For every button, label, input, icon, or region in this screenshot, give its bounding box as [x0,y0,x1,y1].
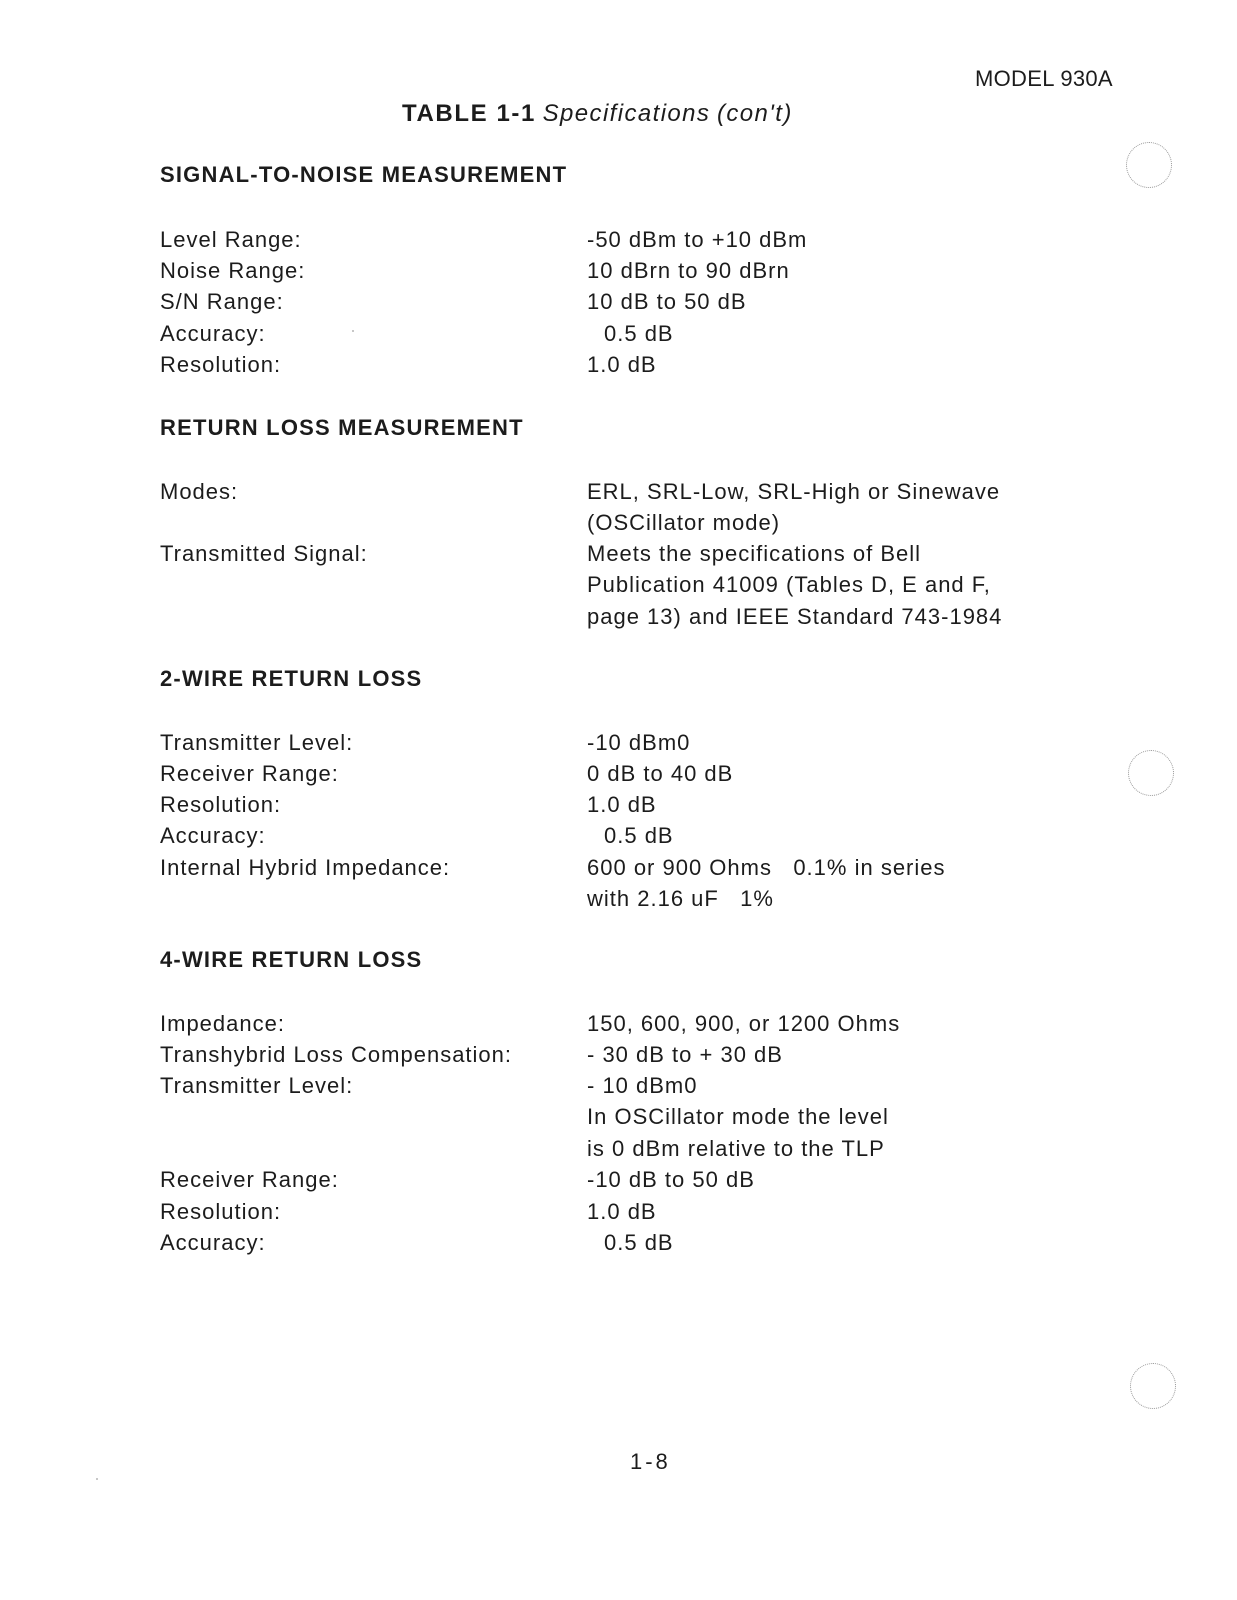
spec-value [587,538,1067,632]
spec-value: 0.5 dB [604,321,674,346]
spec-value [587,476,1067,539]
spec-value: 1.0 dB [587,352,657,377]
spec-value: - 30 dB to + 30 dB [587,1042,783,1067]
spec-label: Transmitted Signal: [160,541,368,566]
spec-value: 1.0 dB [587,1199,657,1224]
spec-label: Accuracy: [160,321,266,346]
spec-value [587,852,1067,915]
table-title-suffix: (con't) [717,100,793,127]
spec-value: 10 dBrn to 90 dBrn [587,258,790,283]
spec-value: 150, 600, 900, or 1200 Ohms [587,1011,901,1036]
binder-hole-top [1126,142,1172,188]
spec-value: 1.0 dB [587,792,657,817]
spec-label: Noise Range: [160,258,306,283]
spec-value-line: with 2.16 uF 1% [587,886,774,912]
spec-value: 0.5 dB [604,1230,674,1255]
model-number: MODEL 930A [975,66,1113,91]
spec-label: Level Range: [160,227,302,252]
section-heading-2-wire: 2-WIRE RETURN LOSS [160,666,423,691]
spec-label: Impedance: [160,1011,285,1036]
spec-value: -10 dB to 50 dB [587,1167,755,1192]
spec-value: 0 dB to 40 dB [587,761,734,786]
spec-value: -10 dBm0 [587,730,691,755]
spec-label: Accuracy: [160,823,266,848]
spec-value-line: 600 or 900 Ohms 0.1% in series [587,855,946,880]
spec-value-line: Meets the specifications of Bell [587,541,922,566]
spec-label: S/N Range: [160,289,284,314]
spec-value: 0.5 dB [604,823,674,848]
table-title-text: Specifications [542,100,711,127]
spec-label: Internal Hybrid Impedance: [160,855,451,880]
spec-label: Accuracy: [160,1230,266,1255]
section-heading-return-loss: RETURN LOSS MEASUREMENT [160,415,524,440]
spec-label: Resolution: [160,792,282,817]
page-number: 1-8 [630,1449,671,1474]
spec-label: Transmitter Level: [160,1073,354,1098]
spec-label: Receiver Range: [160,761,339,786]
spec-label: Receiver Range: [160,1167,339,1192]
spec-value [587,1070,1067,1164]
spec-value-line: In OSCillator mode the level [587,1104,889,1130]
binder-hole-middle [1128,750,1174,796]
spec-label: Transhybrid Loss Compensation: [160,1042,513,1067]
scan-speck [352,330,354,332]
spec-value-line: page 13) and IEEE Standard 743-1984 [587,603,1003,629]
scan-speck [96,1478,98,1480]
spec-label: Modes: [160,479,239,504]
spec-label: Transmitter Level: [160,730,354,755]
table-title [402,100,793,128]
spec-value-line: ERL, SRL-Low, SRL-High or Sinewave [587,479,1001,504]
spec-label: Resolution: [160,1199,282,1224]
spec-value: 10 dB to 50 dB [587,289,747,314]
section-heading-4-wire: 4-WIRE RETURN LOSS [160,947,423,972]
spec-value-line: - 10 dBm0 [587,1073,698,1098]
spec-label: Resolution: [160,352,282,377]
spec-value-line: Publication 41009 (Tables D, E and F, [587,572,991,598]
spec-value-line: is 0 dBm relative to the TLP [587,1135,885,1161]
binder-hole-bottom [1130,1363,1176,1409]
spec-value: -50 dBm to +10 dBm [587,227,808,252]
spec-value-line: (OSCillator mode) [587,510,781,536]
table-label: TABLE 1-1 [402,100,536,127]
section-heading-snr: SIGNAL-TO-NOISE MEASUREMENT [160,162,568,187]
